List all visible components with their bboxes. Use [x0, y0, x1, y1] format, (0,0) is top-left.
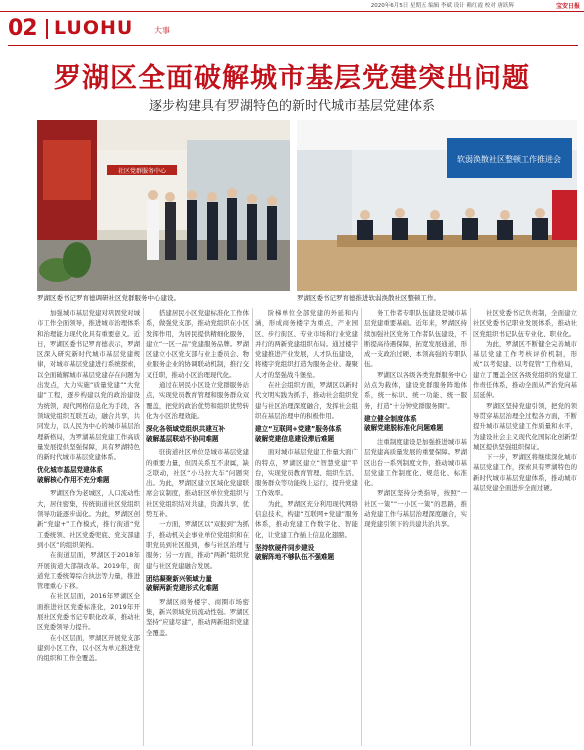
article-paragraph: 阶梯单位全部党建的外延和内涵，形成商务楼宇为重点，产业园区、步行街区、专业市场和行业党建并行的两新党建组织布局。通过楼宇党建推进产业发展，人才队伍建设，将楼宇党组织打造为服务企业、凝聚人才的坚强战斗堡垒。 — [255, 309, 358, 379]
article-paragraph: 罗湖区坚持分类指导，按照“一社区一策”“一小区一策”的思路，推动党建工作与基层治理深度融合，实现党建引领下的共建共治共享。 — [364, 489, 467, 529]
header-divider — [46, 19, 48, 39]
photo2-caption: 罗湖区委书记罗育德推进软弱涣散社区整顿工作。 — [297, 294, 440, 302]
article-paragraph: 在小区层面，罗湖区开展党支部建到小区工作，以小区为单元推进党的组织和工作全覆盖。 — [37, 633, 140, 663]
article-paragraph: 罗湖区作为老城区，人口流动性大，居住密集，传统街道社区党组织领导功能逐步弱化。为此，罗湖区创新“党建+”工作模式，推行街道“党工委统领、社区党委兜底、党支部建到小区”的组织架构。 — [37, 489, 140, 549]
article-paragraph: 注重制度建设是加强推进城市基层党建高质量发展的重要保障。罗湖区出台一系列制度文件，推动城市基层党建工作制度化、规范化、标准化。 — [364, 437, 467, 488]
header-rule — [8, 45, 578, 46]
article-paragraph: 在社会组织方面，罗湖区以新时代文明实践为抓手，推动社会组织党建与社区治理深度融合，发挥社会组织在基层治理中的积极作用。 — [255, 381, 358, 420]
top-meta-bar — [0, 0, 584, 13]
article-paragraph: 搭建居民小区党建标准化工作体系，做强党支部，推动党组织在小区发挥作用，为居民提供精细化服务，建立“一区一品”党建服务品牌。罗湖区建立小区党支部与业主委员会、物业服务企业的协调联动机制，推行交叉任职，推动小区治理现代化。 — [146, 309, 249, 379]
article-subheading: 深化各领域党组织共建互补 破解基层联动不协同难题 — [146, 425, 226, 443]
page-number: 02 — [8, 16, 37, 41]
article-subheading: 建立健全制度体系 破解党建脱标准化问题难题 — [364, 414, 444, 433]
article-paragraph: 驻街道社区单位是城市基层党建的重要力量，但因关系互不隶属，缺乏联动，社区“小马拉大车”问题突出。为此，罗湖区建立区域化党建联席会议制度，推动驻区单位党组织与社区党组织结对共建，资源共享，优势互补。 — [146, 448, 249, 519]
article-paragraph: 为此，罗湖区充分利用现代网络信息技术，构建“互联网+党建”服务体系，推动党建工作数字化、智能化，让党建工作插上信息化翅膀。 — [255, 499, 358, 539]
column-divider — [143, 308, 144, 746]
section-subtitle: 大事 — [154, 26, 170, 35]
article-column-4 — [364, 308, 467, 746]
headline: 罗湖区全面破解城市基层党建突出问题 — [54, 63, 530, 94]
article-column-3 — [255, 308, 358, 746]
article-subheading: 建立“互联网+党建”服务体系 破解党建信息建设滞后难题 — [255, 425, 342, 443]
article-paragraph: 罗湖区商务楼宇、商圈市场密集，新兴领域党员流动性强。罗湖区坚持“应建尽建”，推动两新组织党建全覆盖。 — [146, 597, 249, 637]
photo1-banner: 社区党群服务中心 — [117, 168, 167, 175]
article-paragraph: 社区党委书记负责制，全面建立社区党委书记职业发展体系，推动社区党组织书记队伍专业化、职业化。 — [473, 309, 577, 338]
column-divider — [252, 308, 253, 746]
article-paragraph: 在社区层面，2016年罗湖区全面推进社区党委标准化，2019年开展社区党委书记专职化改革，推动社区党委领导力提升。 — [37, 592, 140, 632]
article-subheading: 团结凝聚新兴领域力量 破解两新党建形式化难题 — [146, 574, 219, 593]
article-column-5 — [473, 308, 577, 746]
article-column-2 — [146, 308, 249, 746]
newspaper-name: 宝安日报 — [555, 3, 580, 10]
photo1-caption: 罗湖区委书记罗育德调研社区党群服务中心建设。 — [37, 294, 180, 302]
photo-rectification-meeting — [297, 120, 577, 291]
article-paragraph: 罗湖区以各级各类党群服务中心站点为载体，建设党群服务阵地体系，统一标识、统一功能、统一服务，打造“十分钟党群服务圈”。 — [364, 370, 467, 410]
page-header — [8, 16, 578, 42]
article-paragraph: 下一步，罗湖区将继续深化城市基层党建工作，探索具有罗湖特色的新时代城市基层党建体系，推动城市基层党建全面进步全面过硬。 — [473, 453, 577, 493]
article-subheading: 优化城市基层党建体系 破解核心作用不充分难题 — [37, 466, 110, 484]
column-divider — [361, 308, 362, 746]
article-paragraph: 通过在居民小区设立党群服务站点，实现党员教育管理和服务群众双覆盖，把党的政治优势和组织优势转化为小区治理效能。 — [146, 381, 249, 420]
section-title: LUOHU — [54, 17, 134, 39]
article-paragraph: 在街道层面，罗湖区于2018年开展街道大部制改革。2019年，街道党工委统筹综合执法等力量，推进管理重心下移。 — [37, 551, 140, 591]
article-paragraph: 罗湖区坚持党建引领，把党的领导贯穿基层治理全过程各方面，不断提升城市基层党建工作质量和水平，为建设社会主义现代化国际化创新型城区提供坚强组织保证。 — [473, 401, 577, 451]
top-rule — [0, 11, 584, 12]
article-subheading: 坚持软硬件同步建设 破解阵地不够队伍不强难题 — [255, 543, 335, 562]
subheadline: 逐步构建具有罗湖特色的新时代城市基层党建体系 — [148, 99, 435, 114]
photo-community-center-visit — [37, 120, 290, 291]
article-paragraph: 务工作者专职队伍建设是城市基层党建重要基础。近年来，罗湖区持续加强社区党务工作者队伍建设，不断提高待遇保障，拓宽发展通道，形成一支政治过硬、本领高强的专职队伍。 — [364, 309, 467, 369]
article-paragraph: 面对城市基层党建工作量大面广的特点，罗湖区建立“智慧党建”平台，实现党员教育管理、组织生活、服务群众等功能线上运行，提升党建工作效率。 — [255, 448, 358, 498]
issue-meta: 2020年6月5日 星期五 编辑 李斌 设计 赖红霞 校对 唐跃辉 — [370, 3, 514, 9]
photo2-banner: 软弱涣散社区整顿工作推进会 — [457, 155, 561, 164]
article-column-1 — [37, 308, 140, 746]
article-paragraph: 为此，罗湖区不断健全完善城市基层党建工作考核评价机制，形成“以考促建、以考促管”工作格局，建立了覆盖全区各级党组织的党建工作责任体系，推动全面从严治党向基层延伸。 — [473, 339, 577, 400]
article-paragraph: 加强城市基层党建对巩固党对城市工作全面领导，推进城市治理体系和治理能力现代化具有重要意义。近日，罗湖区委书记罗育德表示，罗湖区深入研究新时代城市基层党建规律，对城市基层党建进行系统探索，以全面破解城市基层党建存在问题为出发点，大力实施“质量党建”“大党建”工程，逐步构建以党的政治建设为统领，现代网格信息化为手段，各领域党组织互联互动，融合共享，共同发力，以人民为中心的城市基层治理新格局，为罗湖基层党建工作高质量发展提供坚强保障，具有罗湖特色的新时代城市基层党建体系。 — [37, 309, 140, 462]
article-paragraph: 一方面，罗湖区以“双报到”为抓手，推动机关企事业单位党组织和在职党员到社区报到，参与社区治理与服务；另一方面，推动“两新”组织党建与社区党建融合发展。 — [146, 520, 249, 570]
column-divider — [470, 308, 471, 746]
